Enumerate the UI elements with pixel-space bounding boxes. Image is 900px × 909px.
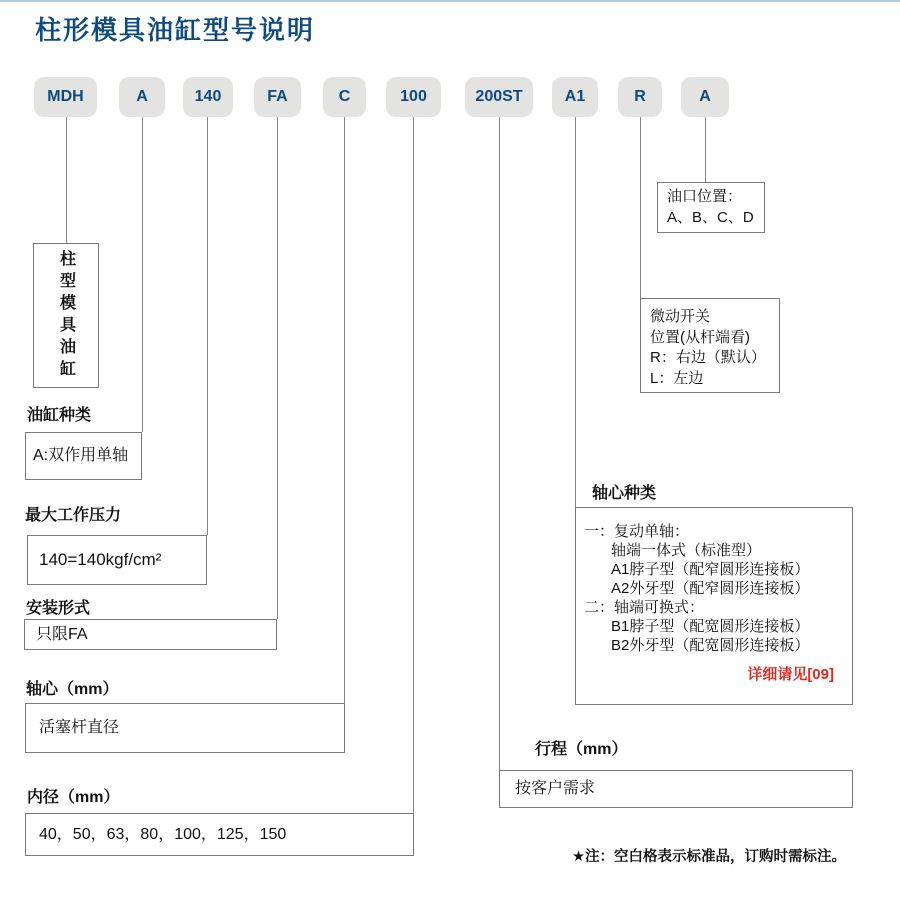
- shaft-kind-line: B1脖子型（配宽圆形连接板）: [611, 618, 810, 635]
- connector-line-100: [413, 117, 414, 813]
- model-code-badge-port-a: A: [681, 77, 729, 117]
- max-pressure-label: 最大工作压力: [25, 507, 122, 524]
- shaft-kind-line: A2外牙型（配窄圆形连接板）: [611, 580, 810, 597]
- connector-line-a1: [575, 117, 576, 507]
- micro-switch-position-box: [640, 298, 780, 393]
- cylinder-family-box: [33, 243, 99, 388]
- shaft-kind-line: A1脖子型（配窄圆形连接板）: [611, 561, 810, 578]
- model-code-badge-a: A: [119, 77, 165, 117]
- shaft-kind-line: B2外牙型（配宽圆形连接板）: [611, 637, 810, 654]
- cylinder-kind-box: A:双作用单轴: [25, 432, 142, 480]
- model-code-badge-200st: 200ST: [465, 77, 533, 117]
- model-code-badge-a1: A1: [552, 77, 598, 117]
- micro-switch-line: L：左边: [650, 369, 704, 387]
- model-code-badge-100: 100: [386, 77, 441, 117]
- rod-diameter-label: 轴心（mm）: [26, 681, 119, 698]
- mounting-style-box: 只限FA: [24, 619, 277, 650]
- connector-line-fa: [277, 117, 278, 619]
- shaft-kind-line: 轴端一体式（标准型）: [611, 542, 762, 559]
- rod-diameter-box: 活塞杆直径: [25, 703, 345, 753]
- stroke-label: 行程（mm）: [535, 741, 628, 758]
- top-accent-stripe: [0, 0, 900, 2]
- model-code-badge-fa: FA: [254, 77, 301, 117]
- micro-switch-line: 微动开关: [650, 308, 711, 325]
- cylinder-family-text: 柱型模具油缸: [57, 249, 75, 382]
- micro-switch-line: 位置(从杆端看): [650, 328, 750, 346]
- see-details-red-note: 详细请见[09]: [747, 666, 834, 683]
- shaft-kind-line: 二：轴端可换式：: [584, 599, 705, 616]
- cylinder-kind-label: 油缸种类: [27, 407, 92, 424]
- bore-diameter-label: 内径（mm）: [27, 789, 120, 806]
- connector-line-r: [640, 117, 641, 298]
- connector-line-140: [207, 117, 208, 535]
- footnote: ★注：空白格表示标准品，订购时需标注。: [572, 849, 846, 865]
- model-code-badge-mdh: MDH: [34, 77, 97, 117]
- model-code-badge-140: 140: [183, 77, 233, 117]
- shaft-kind-box: [575, 507, 853, 705]
- connector-line-c: [344, 117, 345, 703]
- stroke-box: 按客户需求: [499, 770, 853, 808]
- bore-diameter-box: 40，50，63，80，100，125，150: [25, 813, 414, 856]
- oil-port-line: A、B、C、D: [667, 209, 754, 226]
- shaft-kind-label: 轴心种类: [592, 485, 657, 502]
- connector-line-200st: [499, 117, 500, 770]
- max-pressure-box: 140=140kgf/cm²: [27, 535, 207, 585]
- oil-port-line: 油口位置：: [667, 188, 743, 205]
- shaft-kind-line: 一：复动单轴：: [584, 523, 690, 540]
- page-title: 柱形模具油缸型号说明: [35, 15, 316, 45]
- oil-port-position-box: [657, 182, 765, 233]
- connector-line-a: [142, 117, 143, 432]
- model-code-badge-r: R: [618, 77, 662, 117]
- micro-switch-line: R：右边（默认）: [650, 349, 766, 366]
- model-code-badge-c: C: [323, 77, 366, 117]
- connector-line-port-a: [705, 117, 706, 182]
- connector-line-mdh: [66, 117, 67, 243]
- mounting-style-label: 安装形式: [26, 600, 91, 617]
